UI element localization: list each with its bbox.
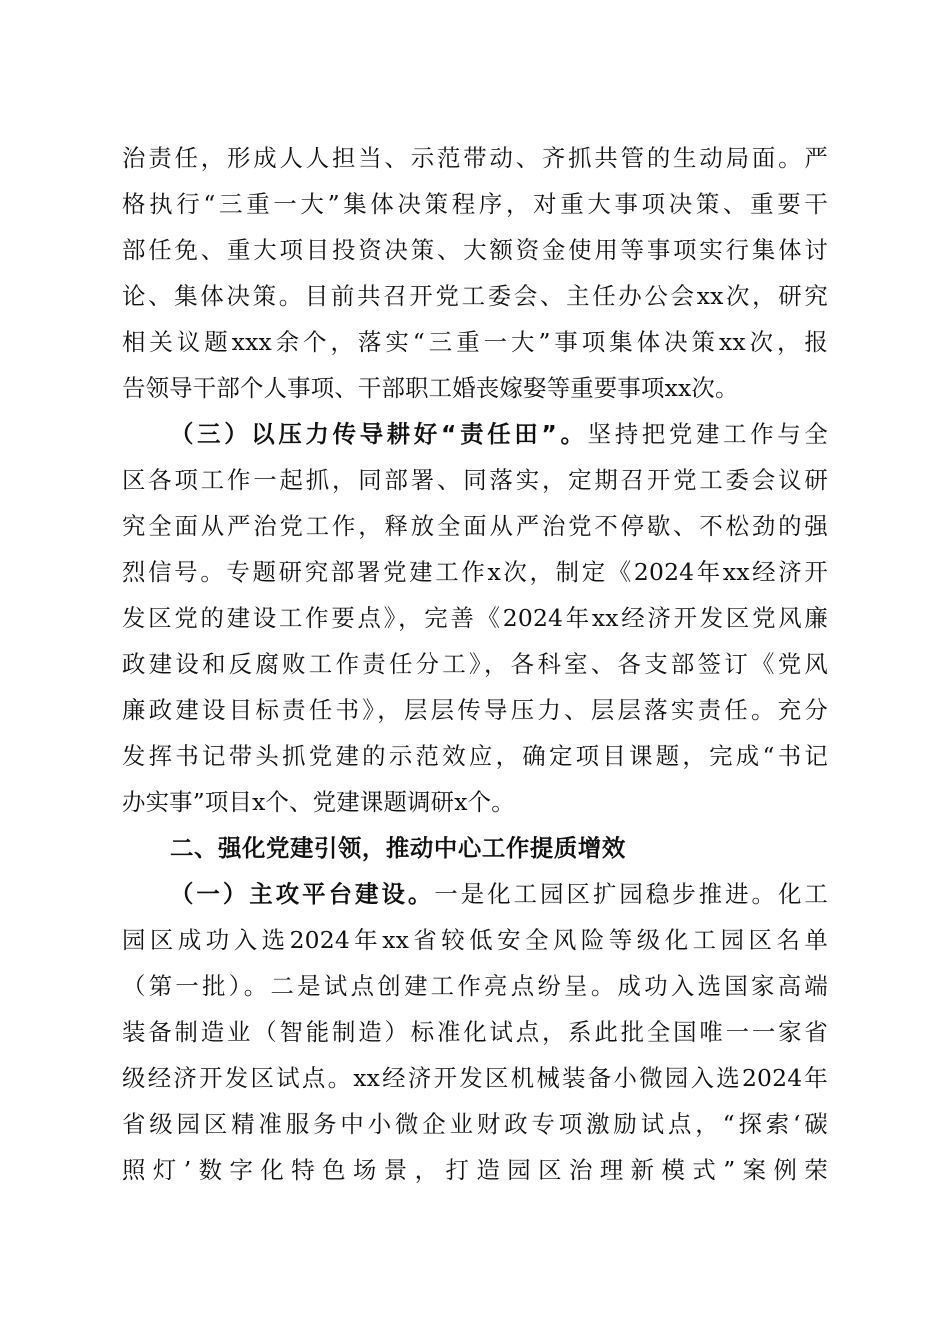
text-line: 廉政建设目标责任书》，层层传导压力、层层落实责任。充分 <box>122 696 828 724</box>
text-line: 照灯’数字化特色场景，打造园区治理新模式”案例荣 <box>122 1156 828 1184</box>
text-line: 烈信号。专题研究部署党建工作x次，制定《2024年xx经济开 <box>122 558 828 586</box>
text-line: 发区党的建设工作要点》，完善《2024年xx经济开发区党风廉 <box>122 604 828 632</box>
subsection-text: 坚持把党建工作与全 <box>587 420 828 448</box>
text-line: 论、集体决策。目前共召开党工委会、主任办公会xx次，研究 <box>122 282 828 310</box>
text-line: 区各项工作一起抓，同部署、同落实，定期召开党工委会议研 <box>122 466 828 494</box>
text-line: 究全面从严治党工作，释放全面从严治党不停歇、不松劲的强 <box>122 512 828 540</box>
subsection-title: （三）以压力传导耕好“责任田”。 <box>170 420 588 448</box>
text-line: 发挥书记带头抓党建的示范效应，确定项目课题，完成“书记 <box>122 742 828 770</box>
text-line: 告领导干部个人事项、干部职工婚丧嫁娶等重要事项xx次。 <box>122 374 739 402</box>
text-line: 政建设和反腐败工作责任分工》，各科室、各支部签订《党风 <box>122 650 828 678</box>
text-line: 园区成功入选2024年xx省较低安全风险等级化工园区名单 <box>122 926 828 954</box>
subsection-first-line <box>170 416 828 452</box>
subsection-text: 一是化工园区扩园稳步推进。化工 <box>434 880 829 908</box>
text-line: 装备制造业（智能制造）标准化试点，系此批全国唯一一家省 <box>122 1018 828 1046</box>
section-heading: 二、强化党建引领，推动中心工作提质增效 <box>170 834 626 862</box>
text-line: （第一批）。二是试点创建工作亮点纷呈。成功入选国家高端 <box>122 972 828 1000</box>
text-line: 级经济开发区试点。xx经济开发区机械装备小微园入选2024年 <box>122 1064 828 1092</box>
text-line: 相关议题xxx余个，落实“三重一大”事项集体决策xx次，报 <box>122 328 828 356</box>
text-line: 格执行“三重一大”集体决策程序，对重大事项决策、重要干 <box>122 190 828 218</box>
text-line: 部任免、重大项目投资决策、大额资金使用等事项实行集体讨 <box>122 236 828 264</box>
text-line: 治责任，形成人人担当、示范带动、齐抓共管的生动局面。严 <box>122 144 828 172</box>
text-line: 省级园区精准服务中小微企业财政专项激励试点，“探索‘碳 <box>122 1110 828 1138</box>
subsection-first-line <box>170 876 828 912</box>
text-line: 办实事”项目x个、党建课题调研x个。 <box>122 788 515 816</box>
subsection-title: （一）主攻平台建设。 <box>170 880 435 908</box>
